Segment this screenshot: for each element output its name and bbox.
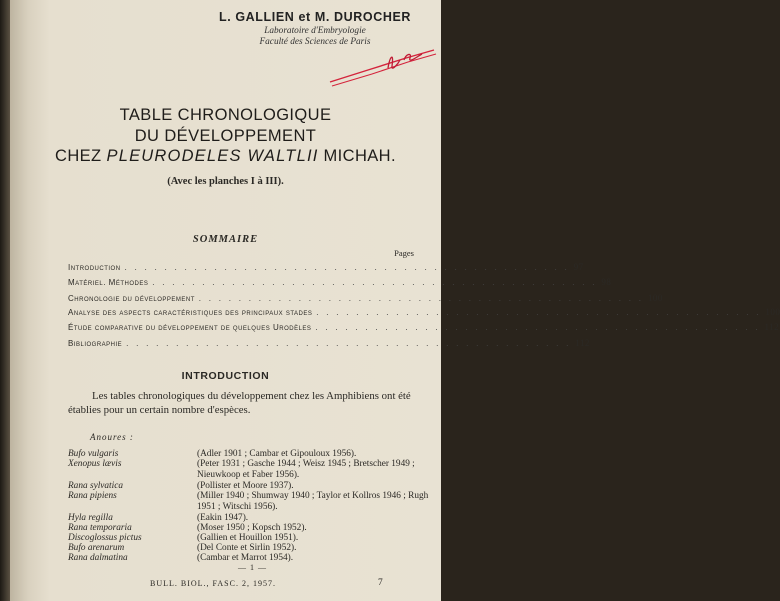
signature-stamp-icon — [328, 48, 438, 88]
journal-reference: BULL. BIOL., FASC. 2, 1957. — [150, 579, 276, 588]
laboratory: Laboratoire d'Embryologie — [264, 26, 366, 36]
title-line-3 — [10, 147, 441, 166]
sommaire-heading: SOMMAIRE — [192, 234, 259, 245]
document-page: L. GALLIEN et M. DUROCHER Laboratoire d'Embryologie Faculté des Sciences de Paris TABLE CHRONOLOGIQUE DU DÉVELOPPEMENT CHEZ PLEURODELES WALTLII MICHAH. (Avec les planches I à III). SOMMAIRE Pages Introduction . . . . . . . . . . . . . . . . . . . . . . . . . . . . . . . . . . . . . . . . . . . . . 97 Matériel. Méthodes . . . . . . . . . . . . . . . . . . . . . . . . . . . . . . . . . . . . . . . . . . . . . 98 Chronologie du développement . . . . . . . . . . . . . . . . . . . . . . . . . . . . . . . . . . . . . . . . . . . . . 100 Analyse des aspects caractéristiques des principaux stades . . . . . . . . . . . . . . . . . . . . . . . . . . . . . . . . . . . . . . . . . . . . . 100 Étude comparative du développement de quelques Urodèles . . . . . . . . . . . . . . . . . . . . . . . . . . . . . . . . . . . . . . . . . . . . . 112 Bibliographie . . . . . . . . . . . . . . . . . . . . . . . . . . . . . . . . . . . . . . . . . . . . . 112 INTRODUCTION Les tables chronologiques du développement chez les Amphibiens ont été établies pour un certain nombre d'espèces. Anoures : Bufo vulgaris (Adler 1901 ; Cambar et Gipouloux 1956). Xenopus lævis (Peter 1931 ; Gasche 1944 ; Weisz 1945 ; Bretscher 1949 ; Nieuwkoop et Faber 1956). Rana sylvatica (Pollister et Moore 1937). Rana pipiens (Miller 1940 ; Shumway 1940 ; Taylor et Kollros 1946 ; Rugh 1951 ; Witschi 1956). Hyla regilla (Eakin 1947). Rana temporaria (Moser 1950 ; Kopsch 1952). Discoglossus pictus (Gallien et Houillon 1951). Bufo arenarum (Del Conte et Sirlin 1952). Rana dalmatina (Cambar et Marrot 1954). — 1 — BULL. BIOL., FASC. 2, 1957. 7 — [10, 0, 441, 601]
book-spine — [0, 0, 10, 601]
toc-item: Étude comparative du développement de quelques Urodèles . . . . . . . . . . . . . . . . . . . . . . . . . . . . . . . . . . . . . . . . . . . . . 112 — [68, 322, 780, 332]
toc-item: Analyse des aspects caractéristiques des principaux stades . . . . . . . . . . . . . . . . . . . . . . . . . . . . . . . . . . . . . . . . . . . . . 100 — [68, 307, 780, 317]
toc-item: Matériel. Méthodes . . . . . . . . . . . . . . . . . . . . . . . . . . . . . . . . . . . . . . . . . . . . . 98 — [68, 277, 612, 287]
title-suffix: MICHAH. — [318, 147, 396, 165]
pages-column-label: Pages — [394, 248, 414, 258]
introduction-paragraph: Les tables chronologiques du développement chez les Amphibiens ont été établies pour un certain nombre d'espèces. — [68, 390, 411, 416]
page-number: 7 — [378, 578, 383, 588]
title-prefix: CHEZ — [55, 147, 107, 165]
subtitle: (Avec les planches I à III). — [167, 176, 284, 187]
title-line-1: TABLE CHRONOLOGIQUE — [119, 106, 332, 124]
title-line-2: DU DÉVELOPPEMENT — [134, 127, 317, 145]
introduction-heading: INTRODUCTION — [181, 370, 270, 382]
toc-item: Introduction . . . . . . . . . . . . . . . . . . . . . . . . . . . . . . . . . . . . . . . . . . . . . 97 — [68, 262, 584, 272]
faculty: Faculté des Sciences de Paris — [259, 37, 371, 47]
toc-item: Bibliographie . . . . . . . . . . . . . . . . . . . . . . . . . . . . . . . . . . . . . . . . . . . . . 112 — [68, 338, 590, 348]
group-label: Anoures : — [90, 432, 134, 442]
toc-item: Chronologie du développement . . . . . . . . . . . . . . . . . . . . . . . . . . . . . . . . . . . . . . . . . . . . . 100 — [68, 293, 663, 303]
page-folio-mark: — 1 — — [238, 563, 267, 572]
title-species: PLEURODELES WALTLII — [106, 147, 319, 165]
authors: L. GALLIEN et M. DUROCHER — [218, 10, 412, 24]
